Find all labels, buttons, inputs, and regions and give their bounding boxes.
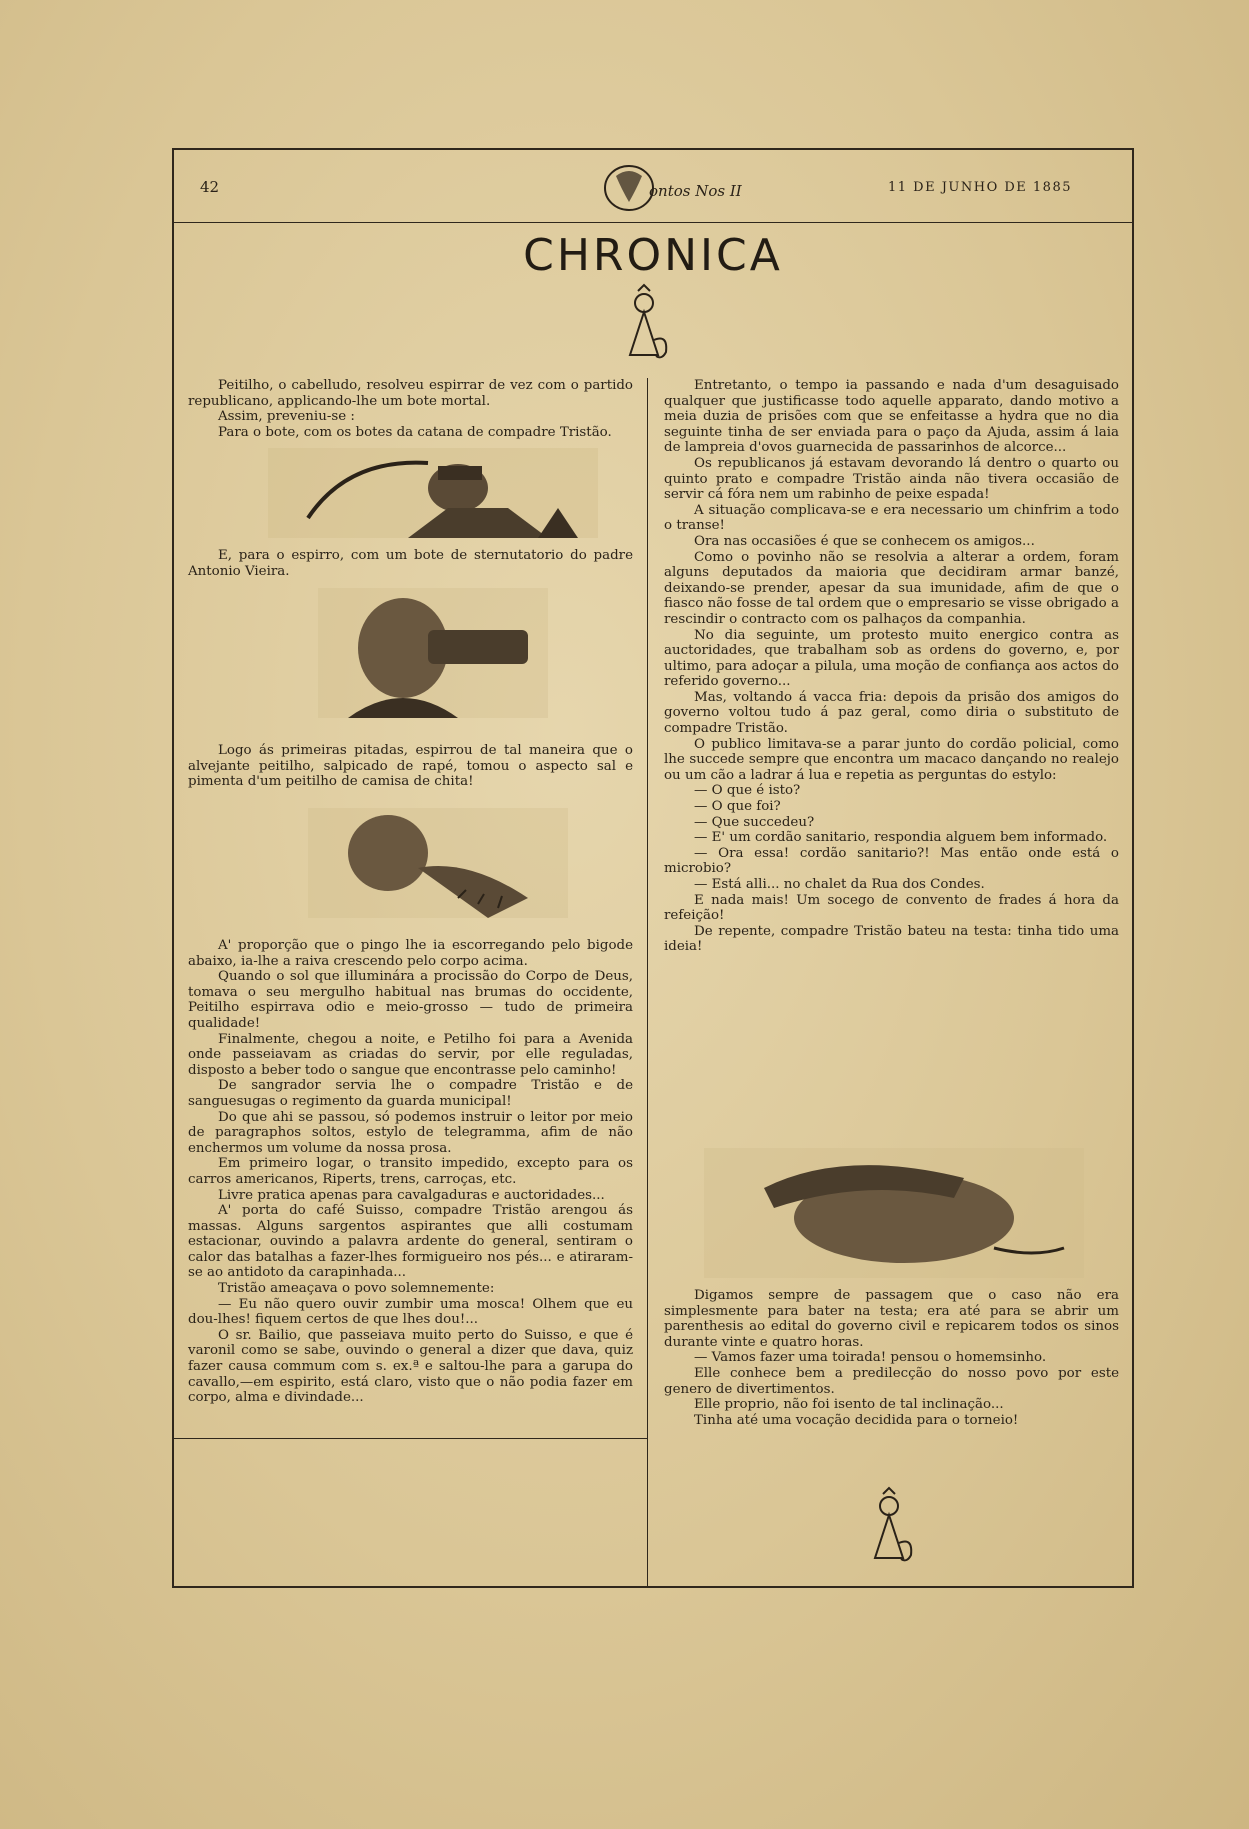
paragraph: A' porta do café Suisso, compadre Tristão arengou ás massas. Alguns sargentos aspirantes que alli costumam estacionar, ouvindo a palavra ardente do general, sentiram o calor das batalhas a fazer-lhes formigueiro nos pés... e atiraram-se ao antidoto da carapinhada... xyxy=(188,1203,633,1281)
paragraph: Elle conhece bem a predilecção do nosso povo por este genero de divertimentos. xyxy=(664,1365,1119,1397)
paragraph: Do que ahi se passou, só podemos instruir o leitor por meio de paragraphos soltos, estylo de telegramma, afim de não enchermos um volume da nossa prosa. xyxy=(188,1109,633,1156)
masthead-logo-icon xyxy=(594,156,742,216)
paragraph: Livre pratica apenas para cavalgaduras e auctoridades... xyxy=(218,1187,605,1203)
paragraph: De sangrador servia lhe o compadre Tristão e de sanguesugas o regimento da guarda municipal! xyxy=(188,1078,633,1109)
paragraph: De repente, compadre Tristão bateu na testa: tinha tido uma ideia! xyxy=(664,923,1119,955)
paragraph: E nada mais! Um socego de convento de frades á hora da refeição! xyxy=(664,892,1119,924)
page-number: 42 xyxy=(200,178,220,196)
dialogue-line: — Ora essa! cordão sanitario?! Mas então onde está o microbio? xyxy=(664,845,1119,877)
issue-date: 11 DE JUNHO DE 1885 xyxy=(887,180,1072,195)
paragraph: Tristão ameaçava o povo solemnemente: xyxy=(218,1281,495,1297)
paragraph: Como o povinho não se resolvia a alterar a ordem, foram alguns deputados da maioria que decidiram armar banzé, deixando-se prender, apesar da sua imunidade, afim de que o fiasco não fosse de tal ordem que o empresario se visse obrigado a rescindir o contracto com os palhaços da companhia. xyxy=(664,549,1119,627)
paragraph: Entretanto, o tempo ia passando e nada d'um desaguisado qualquer que justificasse todo aquelle apparato, dando motivo a meia duzia de prisões com que se enfeitasse a hydra que no dia seguinte tinha de ser enviada para o paço da Ajuda, assim á laia de lampreia d'ovos guarnecida de passarinhos de alcorce... xyxy=(664,378,1119,456)
dialogue-line: — E' um cordão sanitario, respondia alguem bem informado. xyxy=(694,830,1108,846)
jester-ornament-icon xyxy=(614,285,674,370)
dialogue-line: — Está alli... no chalet da Rua dos Condes. xyxy=(694,877,985,892)
left-column-end-rule xyxy=(174,1438,647,1439)
jester-ornament-icon xyxy=(859,1488,919,1573)
page-title: CHRONICA xyxy=(523,230,783,281)
paragraph: E, para o espirro, com um bote de sternutatorio do padre Antonio Vieira. xyxy=(188,548,633,579)
right-column xyxy=(664,378,1119,1588)
paragraph: Digamos sempre de passagem que o caso não era simplesmente para bater na testa; era até para se abrir um parenthesis ao edital do governo civil e repicarem todos os sinos durante vinte e quatro horas. xyxy=(664,1288,1119,1350)
paragraph: Finalmente, chegou a noite, e Petilho foi para a Avenida onde passeiavam as criadas do servir, por elle reguladas, disposto a beber todo o sangue que encontrasse pelo caminho! xyxy=(188,1031,633,1078)
page-frame xyxy=(172,148,1134,1588)
svg-text:ontos Nos II: ontos Nos II xyxy=(649,182,742,200)
soldier-with-sword-illustration xyxy=(268,448,598,538)
paragraph: Mas, voltando á vacca fria: depois da prisão dos amigos do governo voltou tudo á paz geral, como diria o substituto de compadre Tristão. xyxy=(664,689,1119,737)
dialogue-line: — Que succedeu? xyxy=(694,814,815,830)
left-column xyxy=(188,378,633,1588)
paragraph: O sr. Bailio, que passeiava muito perto do Suisso, e que é varonil como se sabe, ouvindo o general a dizer que dava, quiz fazer causa commum com s. ex.ª e saltou-lhe para a garupa do cavallo,—em espirito, está claro, visto que o não podia fazer em corpo, alma e divindade... xyxy=(188,1327,633,1406)
paragraph: Ora nas occasiões é que se conhecem os amigos... xyxy=(694,533,1035,549)
paragraph: Em primeiro logar, o transito impedido, excepto para os carros americanos, Riperts, trens, carroças, etc. xyxy=(188,1156,633,1187)
paragraph: No dia seguinte, um protesto muito energico contra as auctoridades, que trabalham sob as ordens do governo, e, por ultimo, para adoçar a pilula, uma moção de confiança aos actos do referido governo... xyxy=(664,627,1119,690)
paragraph: A' proporção que o pingo lhe ia escorregando pelo bigode abaixo, ia-lhe a raiva crescendo pelo corpo acima. xyxy=(188,938,633,969)
paragraph: Tinha até uma vocação decidida para o torneio! xyxy=(694,1412,1019,1428)
dialogue-line: — O que foi? xyxy=(694,799,781,815)
paragraph: Elle proprio, não foi isento de tal inclinação... xyxy=(694,1397,1004,1413)
paragraph: Para o bote, com os botes da catana de compadre Tristão. xyxy=(218,424,612,440)
paragraph: Peitilho, o cabelludo, resolveu espirrar de vez com o partido republicano, applicando-lhe um bote mortal. xyxy=(188,378,633,409)
man-sneezing-illustration xyxy=(308,808,568,918)
paragraph: — Eu não quero ouvir zumbir uma mosca! Olhem que eu dou-lhes! fiquem certos de que lhes dou!... xyxy=(188,1296,633,1328)
man-hitting-forehead-illustration xyxy=(704,1148,1084,1278)
paragraph: Logo ás primeiras pitadas, espirrou de tal maneira que o alvejante peitilho, salpicado de rapé, tomou o aspecto sal e pimenta d'um peitilho de camisa de chita! xyxy=(188,743,633,790)
paragraph: Quando o sol que illuminára a procissão do Corpo de Deus, tomava o seu mergulho habitual nas brumas do occidente, Peitilho espirrava odio e meio-grosso — tudo de primeira qualidade! xyxy=(188,969,633,1031)
paragraph: O publico limitava-se a parar junto do cordão policial, como lhe succede sempre que encontra um macaco dançando no realejo ou um cão a ladrar á lua e repetia as perguntas do estylo: xyxy=(664,736,1119,783)
page-header xyxy=(174,150,1132,223)
paragraph: — Vamos fazer uma toirada! pensou o homemsinho. xyxy=(694,1350,1047,1366)
column-divider xyxy=(647,378,648,1588)
paragraph: A situação complicava-se e era necessario um chinfrim a todo o transe! xyxy=(664,502,1119,534)
man-snuffing-illustration xyxy=(318,588,548,718)
paragraph: Assim, preveniu-se : xyxy=(218,409,355,425)
dialogue-line: — O que é isto? xyxy=(694,783,801,799)
paragraph: Os republicanos já estavam devorando lá dentro o quarto ou quinto prato e compadre Tristão ainda não tivera occasião de servir cá fóra nem um rabinho de peixe espada! xyxy=(664,455,1119,503)
